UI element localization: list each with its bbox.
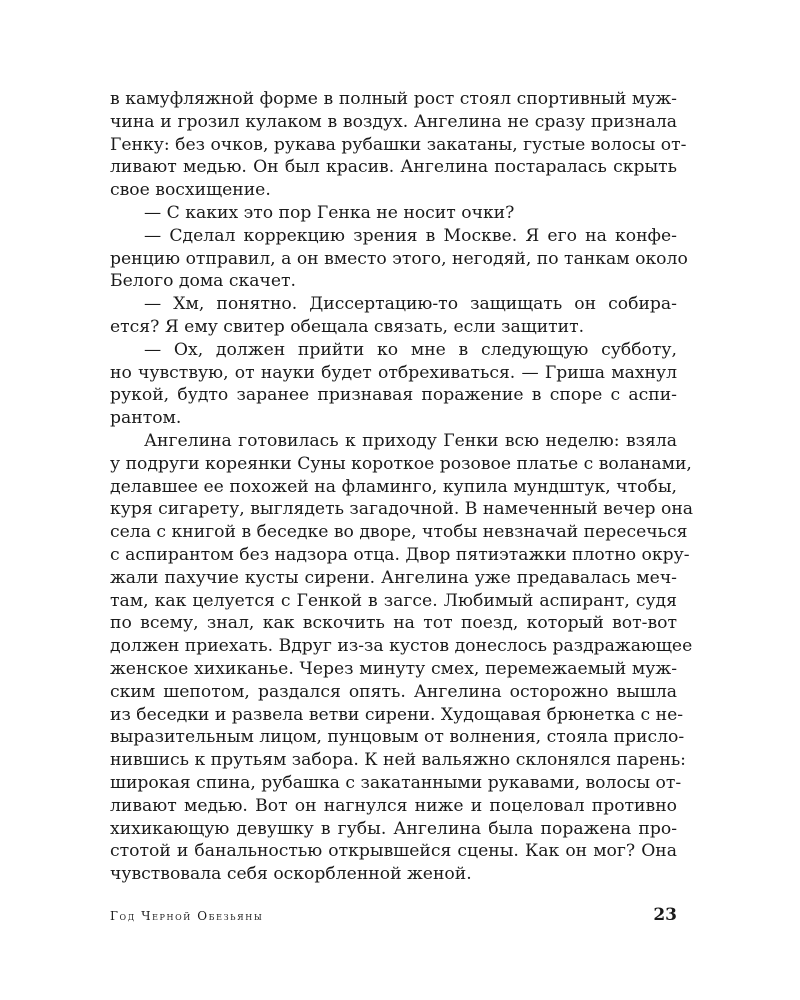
text-line: хихикающую девушку в губы. Ангелина была поражена про- bbox=[110, 818, 677, 839]
text-line: выразительным лицом, пунцовым от волнения, стояла присло- bbox=[110, 727, 685, 748]
text-line: Генку: без очков, рукава рубашки закатаны, густые волосы от- bbox=[110, 134, 687, 155]
page-footer bbox=[110, 905, 677, 929]
text-line: ливают медью. Он был красив. Ангелина постаралась скрыть bbox=[110, 157, 677, 178]
text-line: ливают медью. Вот он нагнулся ниже и поцеловал противно bbox=[110, 795, 677, 816]
text-line: ским шепотом, раздался опять. Ангелина осторожно вышла bbox=[110, 681, 677, 702]
text-line: с аспирантом без надзора отца. Двор пятиэтажки плотно окру- bbox=[110, 544, 690, 565]
text-line: там, как целуется с Генкой в загсе. Любимый аспирант, судя bbox=[110, 590, 677, 611]
text-line: нившись к прутьям забора. К ней вальяжно склонялся парень: bbox=[110, 750, 686, 771]
text-line: куря сигарету, выглядеть загадочной. В намеченный вечер она bbox=[110, 499, 694, 520]
text-line: делавшее ее похожей на фламинго, купила мундштук, чтобы, bbox=[110, 476, 677, 497]
text-line: рукой, будто заранее признавая поражение в споре с аспи- bbox=[110, 385, 677, 406]
text-line: рантом. bbox=[110, 408, 182, 429]
paragraph-start-line: Ангелина готовилась к приходу Генки всю неделю: взяла bbox=[144, 430, 677, 451]
text-line: по всему, знал, как вскочить на тот поезд, который вот-вот bbox=[110, 613, 677, 634]
text-line: жали пахучие кусты сирени. Ангелина уже предавалась меч- bbox=[110, 567, 677, 588]
text-line: чувствовала себя оскорбленной женой. bbox=[110, 864, 472, 885]
text-line: женское хихиканье. Через минуту смех, перемежаемый муж- bbox=[110, 658, 677, 679]
dialogue-line: — Хм, понятно. Диссертацию-то защищать он собира- bbox=[144, 294, 677, 315]
text-line: села с книгой в беседке во дворе, чтобы невзначай пересечься bbox=[110, 522, 688, 543]
text-line: но чувствую, от науки будет отбрехиваться. — Гриша махнул bbox=[110, 362, 677, 383]
dialogue-line: — Ох, должен прийти ко мне в следующую субботу, bbox=[144, 339, 677, 360]
text-line: должен приехать. Вдруг из-за кустов донеслось раздражающее bbox=[110, 636, 693, 657]
dialogue-line: — С каких это пор Генка не носит очки? bbox=[144, 202, 515, 223]
dialogue-line: — Сделал коррекцию зрения в Москве. Я его на конфе- bbox=[144, 225, 677, 246]
text-line: ется? Я ему свитер обещала связать, если защитит. bbox=[110, 316, 585, 337]
text-line: из беседки и развела ветви сирени. Худощавая брюнетка с не- bbox=[110, 704, 684, 725]
text-line: в камуфляжной форме в полный рост стоял спортивный муж- bbox=[110, 89, 677, 109]
text-line: чина и грозил кулаком в воздух. Ангелина не сразу признала bbox=[110, 111, 677, 132]
running-title: Год Черной Обезьяны bbox=[110, 909, 264, 923]
page-number: 23 bbox=[653, 905, 677, 925]
text-line: стотой и банальностью открывшейся сцены. Как он мог? Она bbox=[110, 841, 677, 862]
text-line: ренцию отправил, а он вместо этого, негодяй, по танкам около bbox=[110, 248, 688, 269]
text-line: у подруги кореянки Суны короткое розовое платье с воланами, bbox=[110, 453, 692, 474]
text-line: широкая спина, рубашка с закатанными рукавами, волосы от- bbox=[110, 772, 682, 793]
body-text bbox=[110, 88, 694, 886]
text-line: свое восхищение. bbox=[110, 180, 271, 201]
text-line: Белого дома скачет. bbox=[110, 271, 297, 292]
